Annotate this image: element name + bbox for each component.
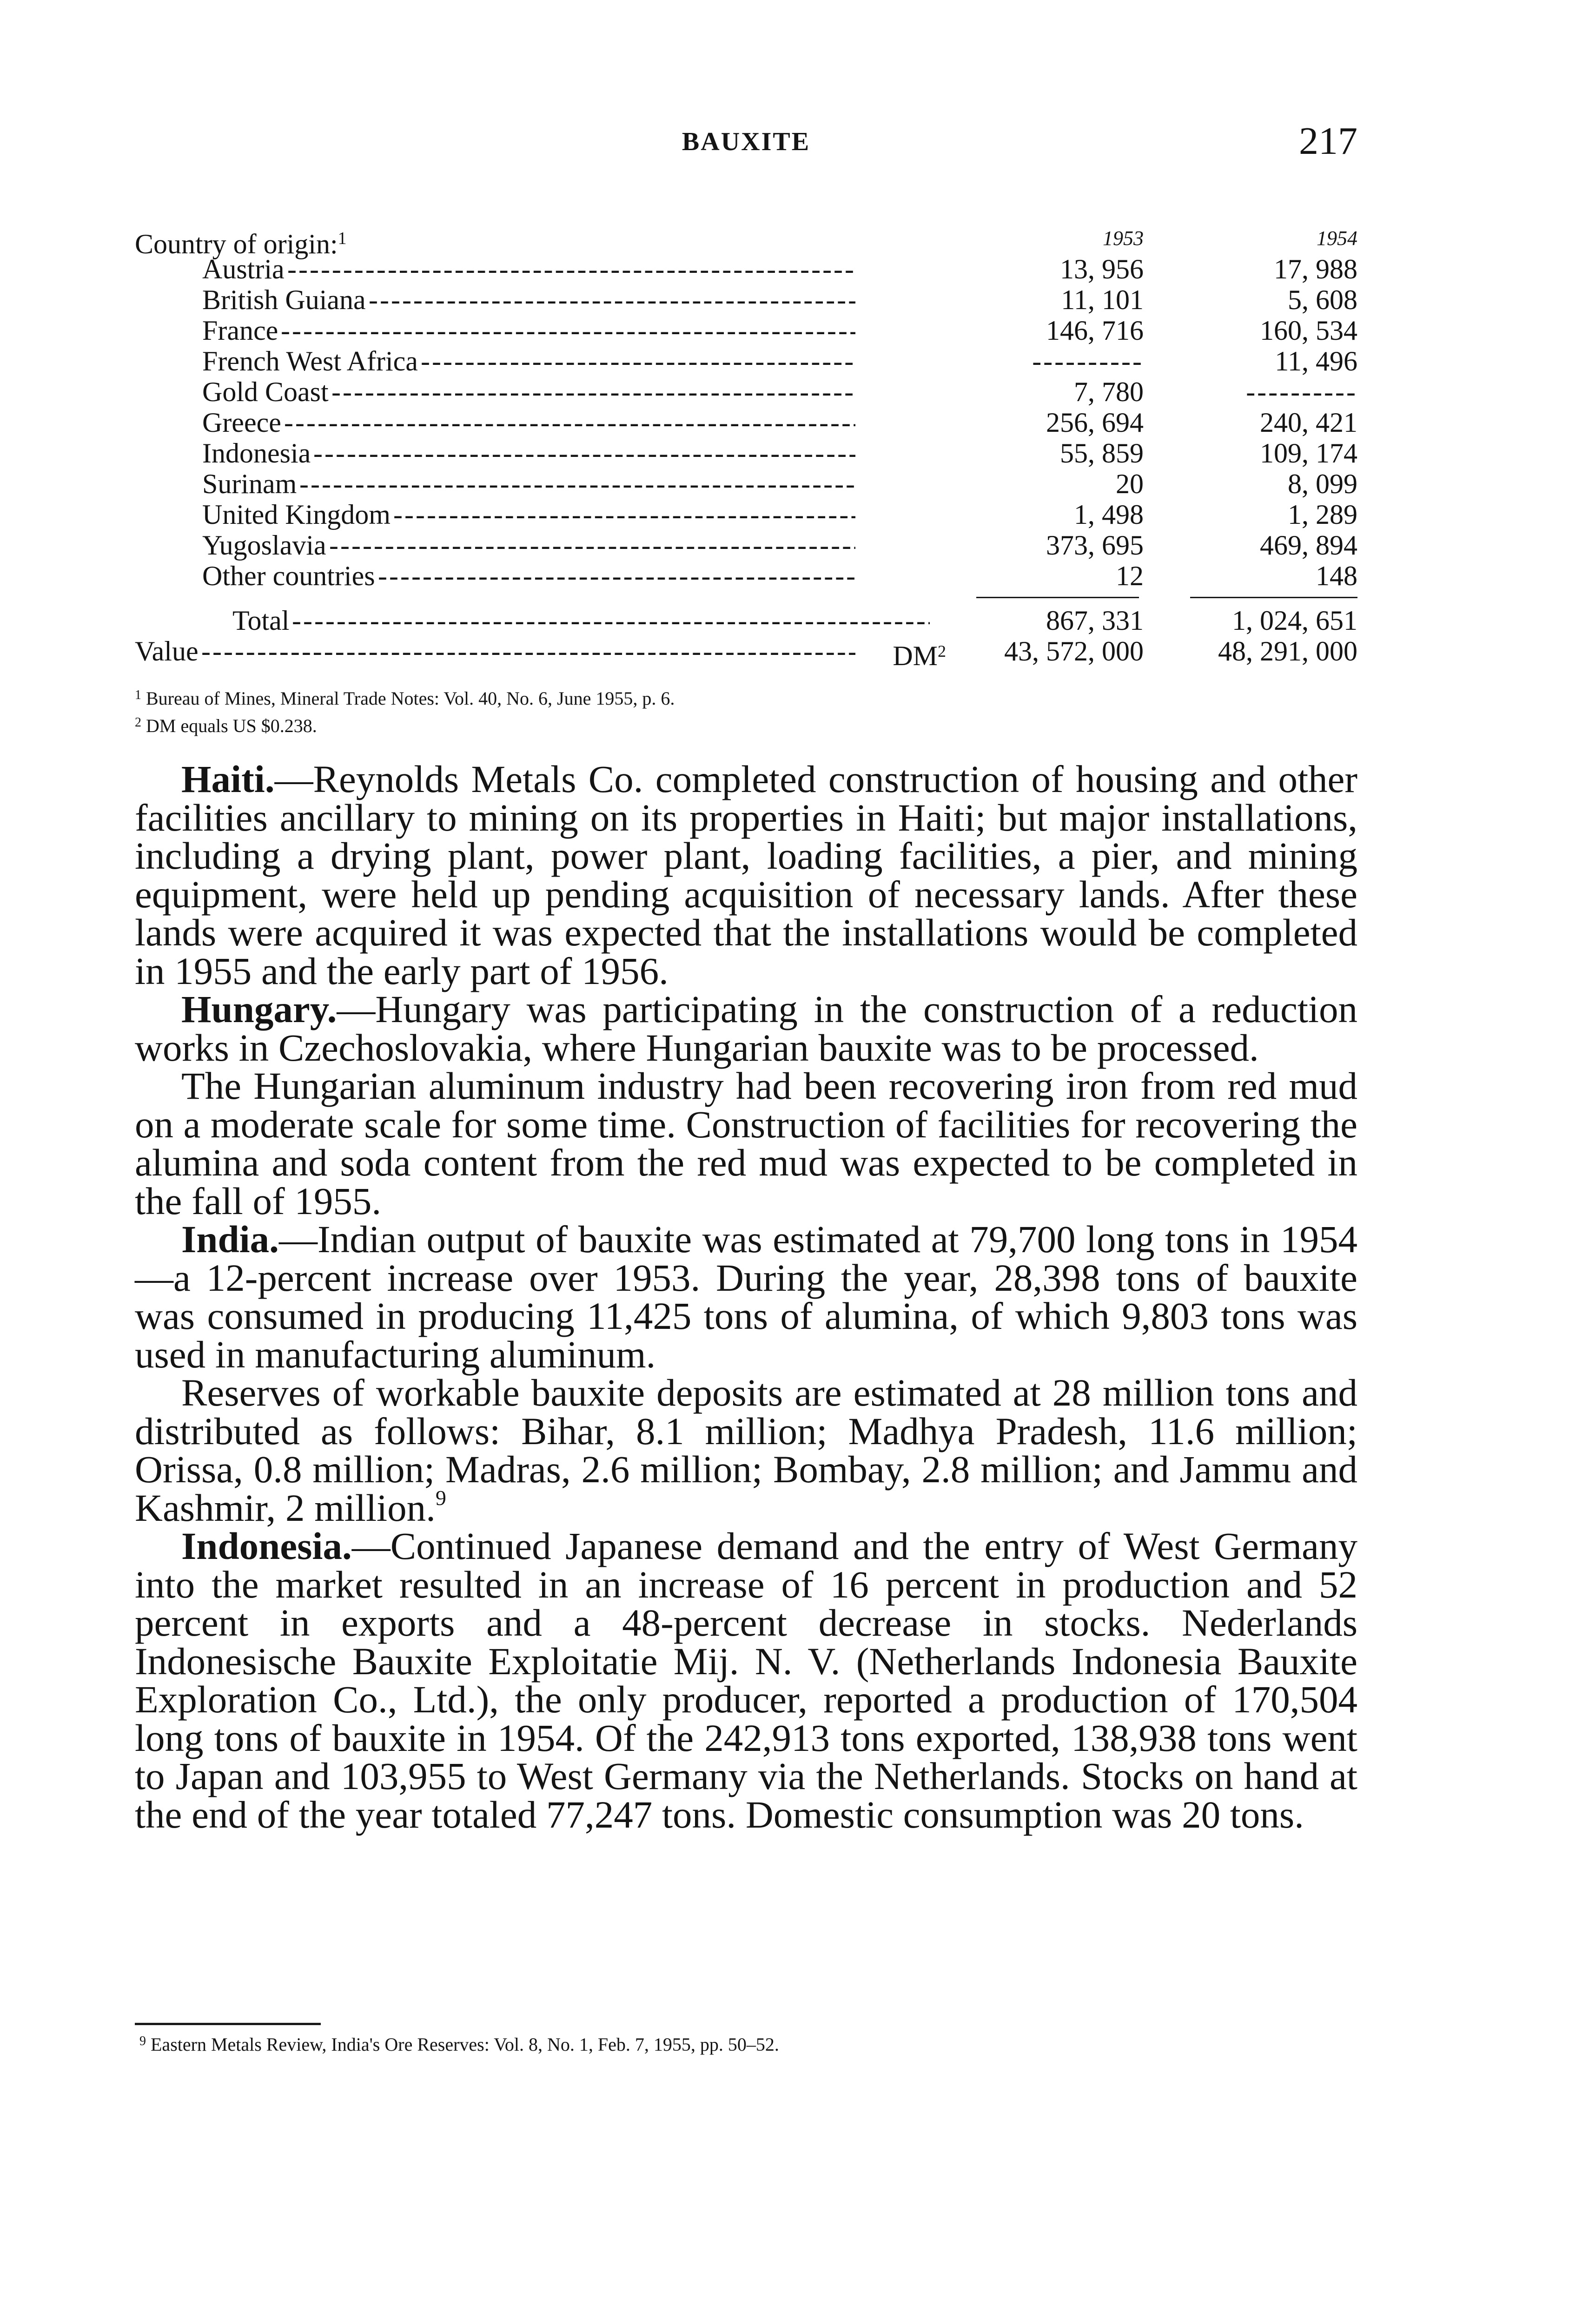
country-name: British Guiana bbox=[202, 284, 366, 315]
page bbox=[135, 0, 1357, 2324]
value-1954: 5, 608 bbox=[1288, 284, 1357, 315]
table-row bbox=[135, 254, 1357, 284]
heading-hungary: Hungary. bbox=[181, 988, 337, 1030]
leader-dots bbox=[393, 499, 855, 530]
country-name: France bbox=[202, 315, 278, 346]
paragraph-hungary-2: The Hungarian aluminum industry had been recovering iron from red mud on a moderate scale for some time. Construction of facilities for recovering the alumina and soda content from the red mud was expected to be completed in the fall of 1955. bbox=[135, 1064, 1357, 1222]
running-title: BAUXITE bbox=[682, 127, 811, 156]
column-header-1954: 1954 bbox=[1317, 227, 1357, 250]
value-1954: 11, 496 bbox=[1275, 346, 1357, 376]
rule-1953 bbox=[976, 597, 1139, 598]
value-1953: 373, 695 bbox=[1046, 530, 1144, 561]
footnote-9: $^9$ Eastern Metals Review, India's Ore Reserves: Vol. 8, No. 1, Feb. 7, 1955, pp. 50–52. bbox=[139, 2034, 779, 2055]
value-1954: 240, 421 bbox=[1260, 407, 1357, 438]
value-1954: ---------- bbox=[1246, 376, 1357, 407]
footnote-2: $^2$ DM equals US $0.238. bbox=[135, 715, 317, 736]
paragraph-india: India.—Indian output of bauxite was estimated at 79,700 long tons in 1954—a 12-percent increase over 1953. During the year, 28,398 tons of bauxite was consumed in producing 11,425 tons of alumina, of which 9,803 tons was used in manufacturing aluminum. bbox=[135, 1218, 1357, 1376]
value-1954: 148 bbox=[1316, 561, 1357, 591]
total-1953: 867, 331 bbox=[1046, 605, 1144, 636]
total-label: Total bbox=[232, 605, 290, 636]
value-1953: ---------- bbox=[1032, 346, 1144, 376]
paragraph-hungary: Hungary.—Hungary was participating in the construction of a reduction works in Czechoslovakia, where Hungarian bauxite was to be processed. bbox=[135, 988, 1357, 1069]
paragraph-indonesia: Indonesia.—Continued Japanese demand and the entry of West Germany into the market resulted in an increase of 16 percent in production and 52 percent in exports and a 48-percent decrease in stocks. Nederlands Indonesische Bauxite Exploitatie Mij. N. V. (Netherlands Indonesia Bauxite Exploration Co., Ltd.), the only producer, reported a production of 170,504 long tons of bauxite in 1954. Of the 242,913 tons exported, 138,938 tons went to Japan and 103,955 to West Germany via the Netherlands. Stocks on hand at the end of the year totaled 77,247 tons. Domestic consumption was 20 tons. bbox=[135, 1525, 1357, 1836]
leader-dots bbox=[313, 438, 855, 469]
table-row bbox=[135, 469, 1357, 499]
heading-indonesia: Indonesia. bbox=[181, 1525, 352, 1567]
body-text bbox=[135, 760, 1357, 1834]
country-name: Gold Coast bbox=[202, 376, 329, 407]
table-header-row bbox=[135, 223, 1357, 259]
table-row bbox=[135, 346, 1357, 376]
value-1953: 1, 498 bbox=[1074, 499, 1144, 530]
leader-dots bbox=[292, 605, 930, 636]
value-1954: 160, 534 bbox=[1260, 315, 1357, 346]
paragraph-haiti: Haiti.—Reynolds Metals Co. completed construction of housing and other facilities ancillary to mining on its properties in Haiti; but major installations, including a drying plant, power plant, loading facilities, a pier, and mining equipment, were held up pending acquisition of necessary lands. After these lands were acquired it was expected that the installations would be completed in 1955 and the early part of 1956. bbox=[135, 758, 1357, 992]
value-1954: 48, 291, 000 bbox=[1218, 636, 1357, 667]
country-name: Austria bbox=[202, 254, 285, 284]
leader-dots bbox=[329, 530, 855, 561]
value-1953: 13, 956 bbox=[1060, 254, 1144, 284]
heading-india: India. bbox=[181, 1218, 279, 1261]
table-row bbox=[135, 376, 1357, 407]
country-name: United Kingdom bbox=[202, 499, 391, 530]
total-row bbox=[135, 605, 1357, 636]
table-row bbox=[135, 315, 1357, 346]
value-1953: 55, 859 bbox=[1060, 438, 1144, 469]
value-1954: 109, 174 bbox=[1260, 438, 1357, 469]
leader-dots bbox=[201, 636, 855, 667]
value-1953: 11, 101 bbox=[1061, 284, 1144, 315]
country-name: Other countries bbox=[202, 561, 375, 591]
country-rows bbox=[135, 254, 1357, 591]
leader-dots bbox=[331, 376, 855, 407]
value-1953: 256, 694 bbox=[1046, 407, 1144, 438]
total-rule bbox=[135, 591, 1357, 605]
value-1953: 7, 780 bbox=[1074, 376, 1144, 407]
heading-haiti: Haiti. bbox=[181, 758, 275, 800]
rule-1954 bbox=[1190, 597, 1357, 598]
leader-dots bbox=[284, 407, 855, 438]
footnote-ref-9: 9 bbox=[435, 1486, 446, 1510]
table-row bbox=[135, 284, 1357, 315]
page-number: 217 bbox=[1299, 119, 1357, 163]
value-1953: 20 bbox=[1116, 469, 1144, 499]
total-1954: 1, 024, 651 bbox=[1232, 605, 1357, 636]
footnote-rule bbox=[135, 2023, 321, 2025]
country-name: Indonesia bbox=[202, 438, 311, 469]
table-row bbox=[135, 499, 1357, 530]
value-label: Value bbox=[135, 636, 199, 667]
leader-dots bbox=[378, 561, 855, 591]
country-name: French West Africa bbox=[202, 346, 418, 376]
value-1953: 12 bbox=[1116, 561, 1144, 591]
paragraph-india-2: Reserves of workable bauxite deposits are estimated at 28 million tons and distributed as follows: Bihar, 8.1 million; Madhya Pradesh, 11.6 million; Orissa, 0.8 million; Madras, 2.6 million; Bombay, 2.8 million; and Jammu and Kashmir, 2 million.$^9$ bbox=[135, 1371, 1357, 1529]
value-1953: 146, 716 bbox=[1046, 315, 1144, 346]
leader-dots bbox=[281, 315, 855, 346]
column-header-1953: 1953 bbox=[1103, 227, 1144, 250]
leader-dots bbox=[299, 469, 855, 499]
footnote-1: $^1$ Bureau of Mines, Mineral Trade Notes: Vol. 40, No. 6, June 1955, p. 6. bbox=[135, 688, 675, 709]
leader-dots bbox=[287, 254, 855, 284]
country-name: Surinam bbox=[202, 469, 297, 499]
leader-dots bbox=[421, 346, 855, 376]
running-head bbox=[135, 119, 1357, 163]
country-name: Greece bbox=[202, 407, 281, 438]
table-row bbox=[135, 561, 1357, 591]
table-heading: Country of origin:$^1$ bbox=[135, 229, 347, 259]
value-1954: 469, 894 bbox=[1260, 530, 1357, 561]
value-1953: 43, 572, 000 bbox=[1004, 636, 1144, 667]
imports-table bbox=[135, 223, 1357, 671]
value-unit: $DM^2$ bbox=[893, 640, 946, 671]
value-row bbox=[135, 636, 1357, 671]
country-name: Yugoslavia bbox=[202, 530, 326, 561]
value-1954: 1, 289 bbox=[1288, 499, 1357, 530]
table-row bbox=[135, 438, 1357, 469]
leader-dots bbox=[369, 284, 855, 315]
value-1954: 8, 099 bbox=[1288, 469, 1357, 499]
value-1954: 17, 988 bbox=[1274, 254, 1357, 284]
table-row bbox=[135, 407, 1357, 438]
table-row bbox=[135, 530, 1357, 561]
table-footnotes bbox=[135, 683, 1357, 738]
